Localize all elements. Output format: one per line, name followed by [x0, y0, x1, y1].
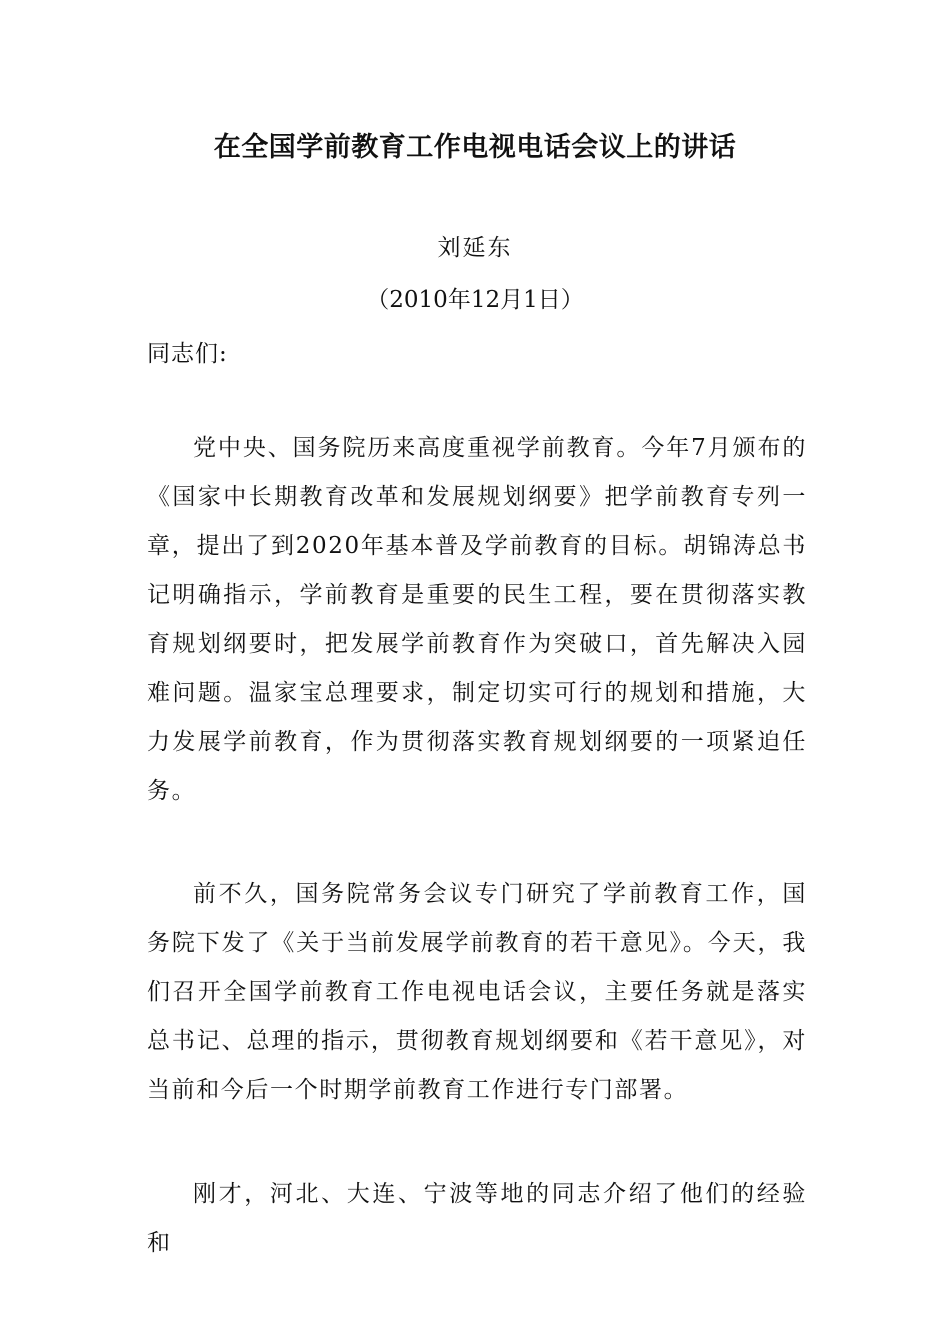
body-paragraph: 刚才，河北、大连、宁波等地的同志介绍了他们的经验和 — [147, 1181, 807, 1256]
document-title: 在全国学前教育工作电视电话会议上的讲话 — [213, 132, 737, 163]
salutation: 同志们: — [147, 341, 228, 367]
author-name: 刘延东 — [437, 235, 513, 261]
body-paragraph: 前不久，国务院常务会议专门研究了学前教育工作，国务院下发了《关于当前发展学前教育的若干意见》。今天，我们召开全国学前教育工作电视电话会议，主要任务就是落实总书记、总理的指示，贯彻教育规划纲要和《若干意见》，对当前和今后一个时期学前教育工作进行专门部署。 — [147, 881, 807, 1103]
speech-date: （2010年12月1日） — [366, 287, 584, 313]
body-paragraph: 党中央、国务院历来高度重视学前教育。今年7月颁布的《国家中长期教育改革和发展规划纲要》把学前教育专列一章，提出了到2020年基本普及学前教育的目标。胡锦涛总书记明确指示，学前教育是重要的民生工程，要在贯彻落实教育规划纲要时，把发展学前教育作为突破口，首先解决入园难问题。温家宝总理要求，制定切实可行的规划和措施，大力发展学前教育，作为贯彻落实教育规划纲要的一项紧迫任务。 — [147, 435, 807, 804]
